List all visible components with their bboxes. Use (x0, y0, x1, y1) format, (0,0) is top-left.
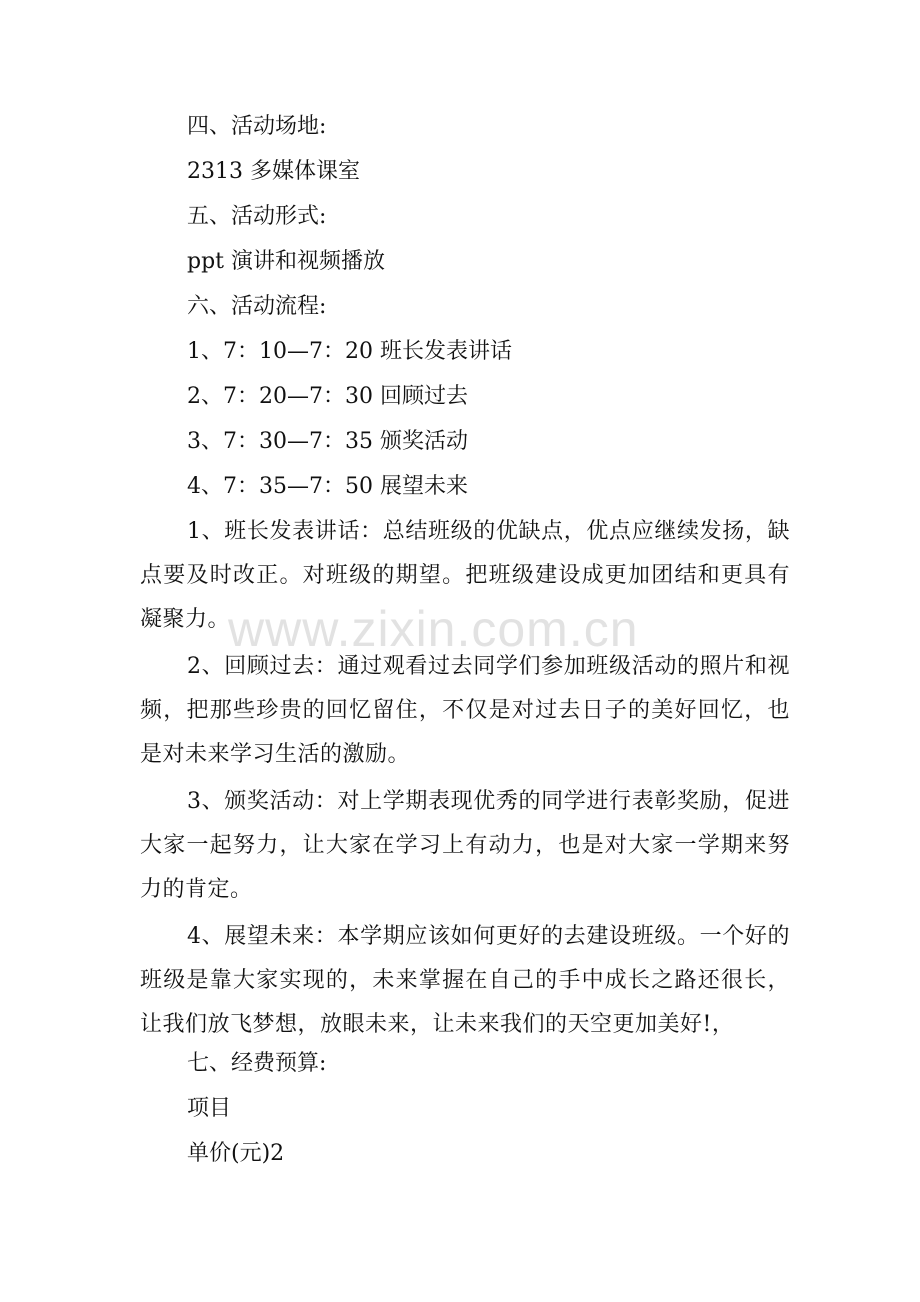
venue-text: 2313 多媒体课室 (187, 159, 360, 184)
paragraph-outlook: 4、展望未来：本学期应该如何更好的去建设班级。一个好的班级是靠大家实现的，未来掌握在自己的手中成长之路还很长，让我们放飞梦想，放眼未来，让未来我们的天空更加美好!， (140, 924, 790, 1037)
section-heading-budget: 七、经费预算: (187, 1051, 327, 1076)
section-heading-format: 五、活动形式: (187, 204, 327, 229)
section-heading-venue: 四、活动场地: (187, 114, 327, 139)
schedule-item: 2、7：20—7：30 回顾过去 (187, 384, 468, 409)
paragraph-awards: 3、颁奖活动：对上学期表现优秀的同学进行表彰奖励，促进大家一起努力，让大家在学习上有动力，也是对大家一学期来努力的肯定。 (140, 789, 790, 902)
budget-unit-price-label: 单价(元)2 (187, 1141, 285, 1166)
schedule-item: 1、7：10—7：20 班长发表讲话 (187, 339, 512, 364)
budget-item-label: 项目 (187, 1096, 232, 1121)
watermark-text: www.zixin.com.cn (228, 601, 639, 657)
schedule-item: 4、7：35—7：50 展望未来 (187, 474, 468, 499)
schedule-item: 3、7：30—7：35 颁奖活动 (187, 429, 468, 454)
format-text: ppt 演讲和视频播放 (187, 249, 386, 274)
paragraph-review-past: 2、回顾过去：通过观看过去同学们参加班级活动的照片和视频，把那些珍贵的回忆留住，不仅是对过去日子的美好回忆，也是对未来学习生活的激励。 (140, 654, 790, 767)
section-heading-process: 六、活动流程: (187, 294, 327, 319)
paragraph-monitor-speech: 1、班长发表讲话：总结班级的优缺点，优点应继续发扬，缺点要及时改正。对班级的期望。把班级建设成更加团结和更具有凝聚力。 (140, 519, 790, 632)
